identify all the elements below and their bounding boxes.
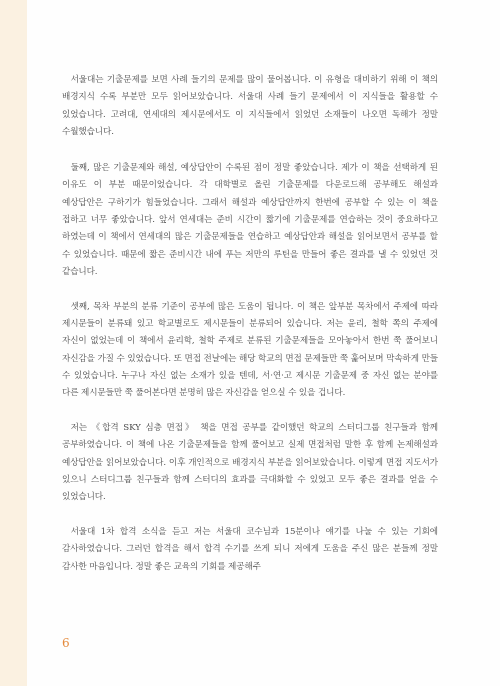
left-margin-strip: [0, 0, 27, 686]
paragraph-2: 둘째, 많은 기출문제와 해설, 예상답안이 수록된 점이 정말 좋았습니다. 제가 이 책을 선택하게 된 이유도 이 부분 때문이었습니다. 각 대학별로 올린 기출문제를 다운로드해 공부해도 해설과 예상답안은 구하기가 힘들었습니다. 그래서 해설과 예상답안까지 한번에 공부할 수 있는 이 책을 접하고 너무 좋았습니다. 앞서 연세대는 준비 시간이 짧기에 기출문제를 연습하는 것이 중요하다고 하였는데 이 책에서 연세대의 많은 기출문제들을 연습하고 예상답안과 해설을 읽어보면서 공부를 할 수 있었습니다. 때문에 짧은 준비시간 내에 푸는 저만의 루틴을 만들어 좋은 결과를 낼 수 있었던 것 같습니다.: [62, 163, 438, 277]
page-number: 6: [62, 636, 70, 650]
paragraph-5: 서울대 1차 합격 소식을 듣고 저는 서울대 코수님과 15분이나 얘기를 나눌 수 있는 기회에 감사하였습니다. 그러던 합격을 해서 합격 수기를 쓰게 되니 저에게 도움을 주신 많은 분들께 정말 감사한 마음입니다. 정말 좋은 교육의 기회를 제공해주: [62, 527, 438, 572]
paragraph-4: 저는 《합격 SKY 심층 면접》 책을 면접 공부를 같이했던 학교의 스터디그룹 친구들과 함께 공부하였습니다. 이 책에 나온 기출문제들을 함께 풀어보고 실제 면접처럼 말한 후 함께 논제해설과 예상답안을 읽어보았습니다. 이후 개인적으로 배경지식 부분을 읽어보았습니다. 이렇게 면접 지도서가 있으니 스터디그룹 친구들과 함께 스터디의 효과를 극대화할 수 있었고 모두 좋은 결과를 얻을 수 있었습니다.: [62, 423, 438, 503]
paragraph-1: 서울대는 기출문제를 보면 사례 들기의 문제를 많이 물어봅니다. 이 유형을 대비하기 위해 이 책의 배경지식 수록 부분만 모두 읽어보았습니다. 서울대 사례 들기 문제에서 이 지식들을 활용할 수 있었습니다. 고려대, 연세대의 제시문에서도 이 지식들에서 읽었던 소재들이 나오면 독해가 정말 수월했습니다.: [62, 75, 438, 137]
page-body: [62, 72, 438, 593]
paragraph-3: 셋째, 목차 부분의 분류 기준이 공부에 많은 도움이 됩니다. 이 책은 앞부분 목차에서 주제에 따라 제시문들이 분류돼 있고 학교별로도 제시문들이 분류되어 있습니다. 저는 윤리, 철학 쪽의 주제에 자신이 없었는데 이 책에서 윤리학, 철학 주제로 분류된 기출문제들을 모아놓아서 한번 쭉 풀어보니 자신감을 가질 수 있었습니다. 또 면접 전날에는 해당 학교의 면접 문제들만 쭉 훑어보며 막속하게 만들 수 있었습니다. 누구나 자신 없는 소재가 있을 텐데, 서·연·고 제시문 기출문제 중 자신 없는 분야를 다른 제시문들만 쭉 풀어본다면 분명히 많은 자신감을 얻으실 수 있을 겁니다.: [62, 301, 438, 399]
